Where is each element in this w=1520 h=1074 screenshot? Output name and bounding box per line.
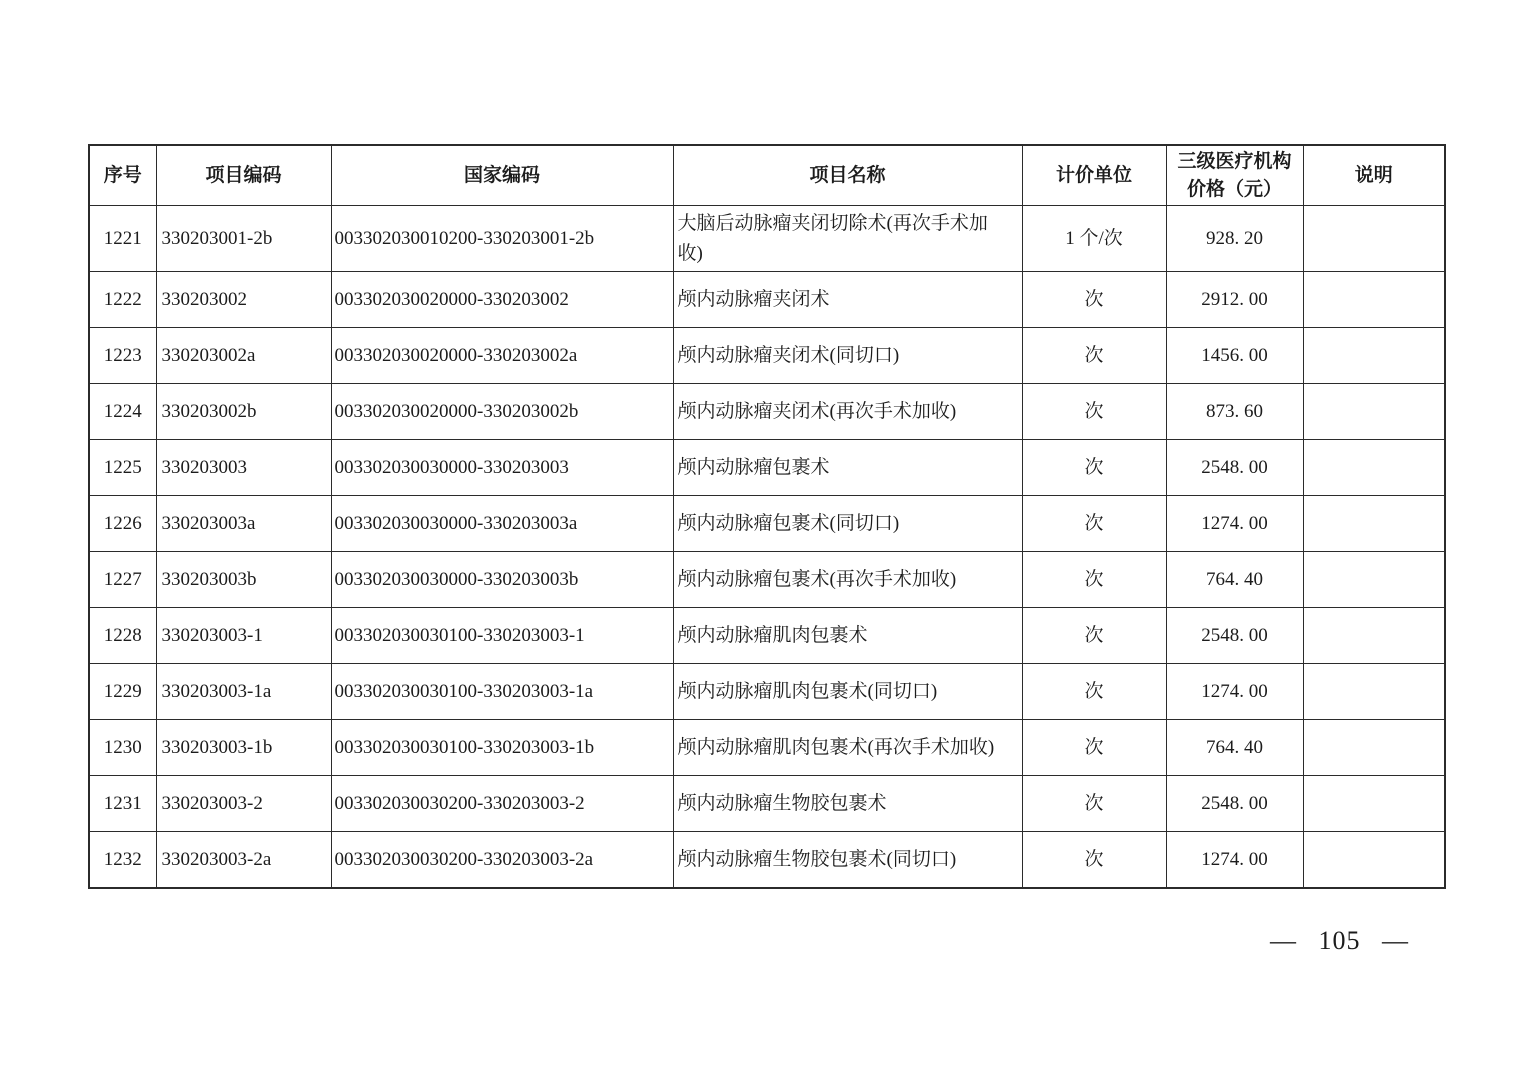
cell-unit: 次 bbox=[1022, 720, 1166, 776]
cell-no: 1225 bbox=[89, 440, 156, 496]
cell-no: 1230 bbox=[89, 720, 156, 776]
cell-unit: 次 bbox=[1022, 664, 1166, 720]
cell-note bbox=[1303, 384, 1445, 440]
table-row bbox=[89, 664, 1445, 720]
cell-no: 1231 bbox=[89, 776, 156, 832]
table-row bbox=[89, 832, 1445, 888]
cell-name: 颅内动脉瘤夹闭术(再次手术加收) bbox=[673, 384, 1022, 440]
cell-national_code: 003302030020000-330203002a bbox=[331, 328, 673, 384]
cell-note bbox=[1303, 496, 1445, 552]
cell-national_code: 003302030030200-330203003-2 bbox=[331, 776, 673, 832]
cell-project_code: 330203003-2a bbox=[156, 832, 331, 888]
cell-no: 1226 bbox=[89, 496, 156, 552]
col-header-price bbox=[1166, 145, 1303, 206]
table-row bbox=[89, 552, 1445, 608]
cell-unit: 次 bbox=[1022, 440, 1166, 496]
cell-name: 颅内动脉瘤肌肉包裹术(再次手术加收) bbox=[673, 720, 1022, 776]
cell-project_code: 330203002 bbox=[156, 272, 331, 328]
col-header-name: 项目名称 bbox=[673, 145, 1022, 206]
cell-price: 2548. 00 bbox=[1166, 440, 1303, 496]
cell-price: 2548. 00 bbox=[1166, 608, 1303, 664]
col-header-price-line2: 价格（元） bbox=[1186, 178, 1282, 200]
cell-price: 764. 40 bbox=[1166, 720, 1303, 776]
cell-price: 764. 40 bbox=[1166, 552, 1303, 608]
cell-name: 颅内动脉瘤夹闭术(同切口) bbox=[673, 328, 1022, 384]
table-body bbox=[89, 206, 1445, 888]
cell-no: 1221 bbox=[89, 206, 156, 272]
cell-national_code: 003302030030000-330203003a bbox=[331, 496, 673, 552]
cell-national_code: 003302030030200-330203003-2a bbox=[331, 832, 673, 888]
cell-unit: 次 bbox=[1022, 776, 1166, 832]
cell-no: 1227 bbox=[89, 552, 156, 608]
cell-price: 1456. 00 bbox=[1166, 328, 1303, 384]
cell-project_code: 330203003-2 bbox=[156, 776, 331, 832]
cell-no: 1222 bbox=[89, 272, 156, 328]
price-table bbox=[88, 144, 1446, 889]
cell-no: 1228 bbox=[89, 608, 156, 664]
table-header-row bbox=[89, 145, 1445, 206]
cell-project_code: 330203003 bbox=[156, 440, 331, 496]
table-row bbox=[89, 384, 1445, 440]
cell-national_code: 003302030030000-330203003 bbox=[331, 440, 673, 496]
cell-name: 颅内动脉瘤肌肉包裹术 bbox=[673, 608, 1022, 664]
cell-project_code: 330203003b bbox=[156, 552, 331, 608]
cell-unit: 次 bbox=[1022, 328, 1166, 384]
cell-project_code: 330203003-1 bbox=[156, 608, 331, 664]
table-row bbox=[89, 776, 1445, 832]
cell-note bbox=[1303, 272, 1445, 328]
cell-note bbox=[1303, 440, 1445, 496]
cell-project_code: 330203002b bbox=[156, 384, 331, 440]
cell-name: 颅内动脉瘤生物胶包裹术 bbox=[673, 776, 1022, 832]
cell-national_code: 003302030030100-330203003-1 bbox=[331, 608, 673, 664]
cell-note bbox=[1303, 776, 1445, 832]
cell-name: 颅内动脉瘤夹闭术 bbox=[673, 272, 1022, 328]
cell-national_code: 003302030020000-330203002 bbox=[331, 272, 673, 328]
cell-project_code: 330203003-1a bbox=[156, 664, 331, 720]
table-row bbox=[89, 272, 1445, 328]
cell-project_code: 330203002a bbox=[156, 328, 331, 384]
cell-project_code: 330203003a bbox=[156, 496, 331, 552]
cell-note bbox=[1303, 552, 1445, 608]
cell-name: 颅内动脉瘤生物胶包裹术(同切口) bbox=[673, 832, 1022, 888]
cell-project_code: 330203003-1b bbox=[156, 720, 331, 776]
table-row bbox=[89, 440, 1445, 496]
cell-note bbox=[1303, 328, 1445, 384]
cell-no: 1229 bbox=[89, 664, 156, 720]
cell-price: 2548. 00 bbox=[1166, 776, 1303, 832]
cell-national_code: 003302030030000-330203003b bbox=[331, 552, 673, 608]
col-header-no: 序号 bbox=[89, 145, 156, 206]
cell-national_code: 003302030020000-330203002b bbox=[331, 384, 673, 440]
cell-name: 颅内动脉瘤肌肉包裹术(同切口) bbox=[673, 664, 1022, 720]
cell-national_code: 003302030030100-330203003-1a bbox=[331, 664, 673, 720]
cell-national_code: 003302030010200-330203001-2b bbox=[331, 206, 673, 272]
cell-project_code: 330203001-2b bbox=[156, 206, 331, 272]
cell-no: 1224 bbox=[89, 384, 156, 440]
cell-price: 1274. 00 bbox=[1166, 832, 1303, 888]
cell-name: 颅内动脉瘤包裹术(再次手术加收) bbox=[673, 552, 1022, 608]
table-row bbox=[89, 328, 1445, 384]
cell-no: 1223 bbox=[89, 328, 156, 384]
cell-name: 颅内动脉瘤包裹术 bbox=[673, 440, 1022, 496]
cell-unit: 次 bbox=[1022, 832, 1166, 888]
cell-unit: 1 个/次 bbox=[1022, 206, 1166, 272]
col-header-price-line1: 三级医疗机构 bbox=[1177, 151, 1292, 172]
page-number: — 105 — bbox=[1270, 926, 1409, 955]
cell-national_code: 003302030030100-330203003-1b bbox=[331, 720, 673, 776]
table-row bbox=[89, 720, 1445, 776]
cell-name: 颅内动脉瘤包裹术(同切口) bbox=[673, 496, 1022, 552]
cell-unit: 次 bbox=[1022, 272, 1166, 328]
cell-note bbox=[1303, 206, 1445, 272]
cell-note bbox=[1303, 608, 1445, 664]
cell-unit: 次 bbox=[1022, 608, 1166, 664]
cell-note bbox=[1303, 720, 1445, 776]
cell-price: 2912. 00 bbox=[1166, 272, 1303, 328]
cell-no: 1232 bbox=[89, 832, 156, 888]
cell-unit: 次 bbox=[1022, 552, 1166, 608]
col-header-national-code: 国家编码 bbox=[331, 145, 673, 206]
cell-note bbox=[1303, 664, 1445, 720]
cell-price: 1274. 00 bbox=[1166, 496, 1303, 552]
cell-price: 928. 20 bbox=[1166, 206, 1303, 272]
table-row bbox=[89, 206, 1445, 272]
cell-unit: 次 bbox=[1022, 496, 1166, 552]
cell-price: 873. 60 bbox=[1166, 384, 1303, 440]
col-header-note: 说明 bbox=[1303, 145, 1445, 206]
col-header-unit: 计价单位 bbox=[1022, 145, 1166, 206]
table-row bbox=[89, 496, 1445, 552]
table-row bbox=[89, 608, 1445, 664]
col-header-project-code: 项目编码 bbox=[156, 145, 331, 206]
cell-price: 1274. 00 bbox=[1166, 664, 1303, 720]
cell-unit: 次 bbox=[1022, 384, 1166, 440]
cell-name: 大脑后动脉瘤夹闭切除术(再次手术加收) bbox=[673, 206, 1022, 272]
cell-note bbox=[1303, 832, 1445, 888]
